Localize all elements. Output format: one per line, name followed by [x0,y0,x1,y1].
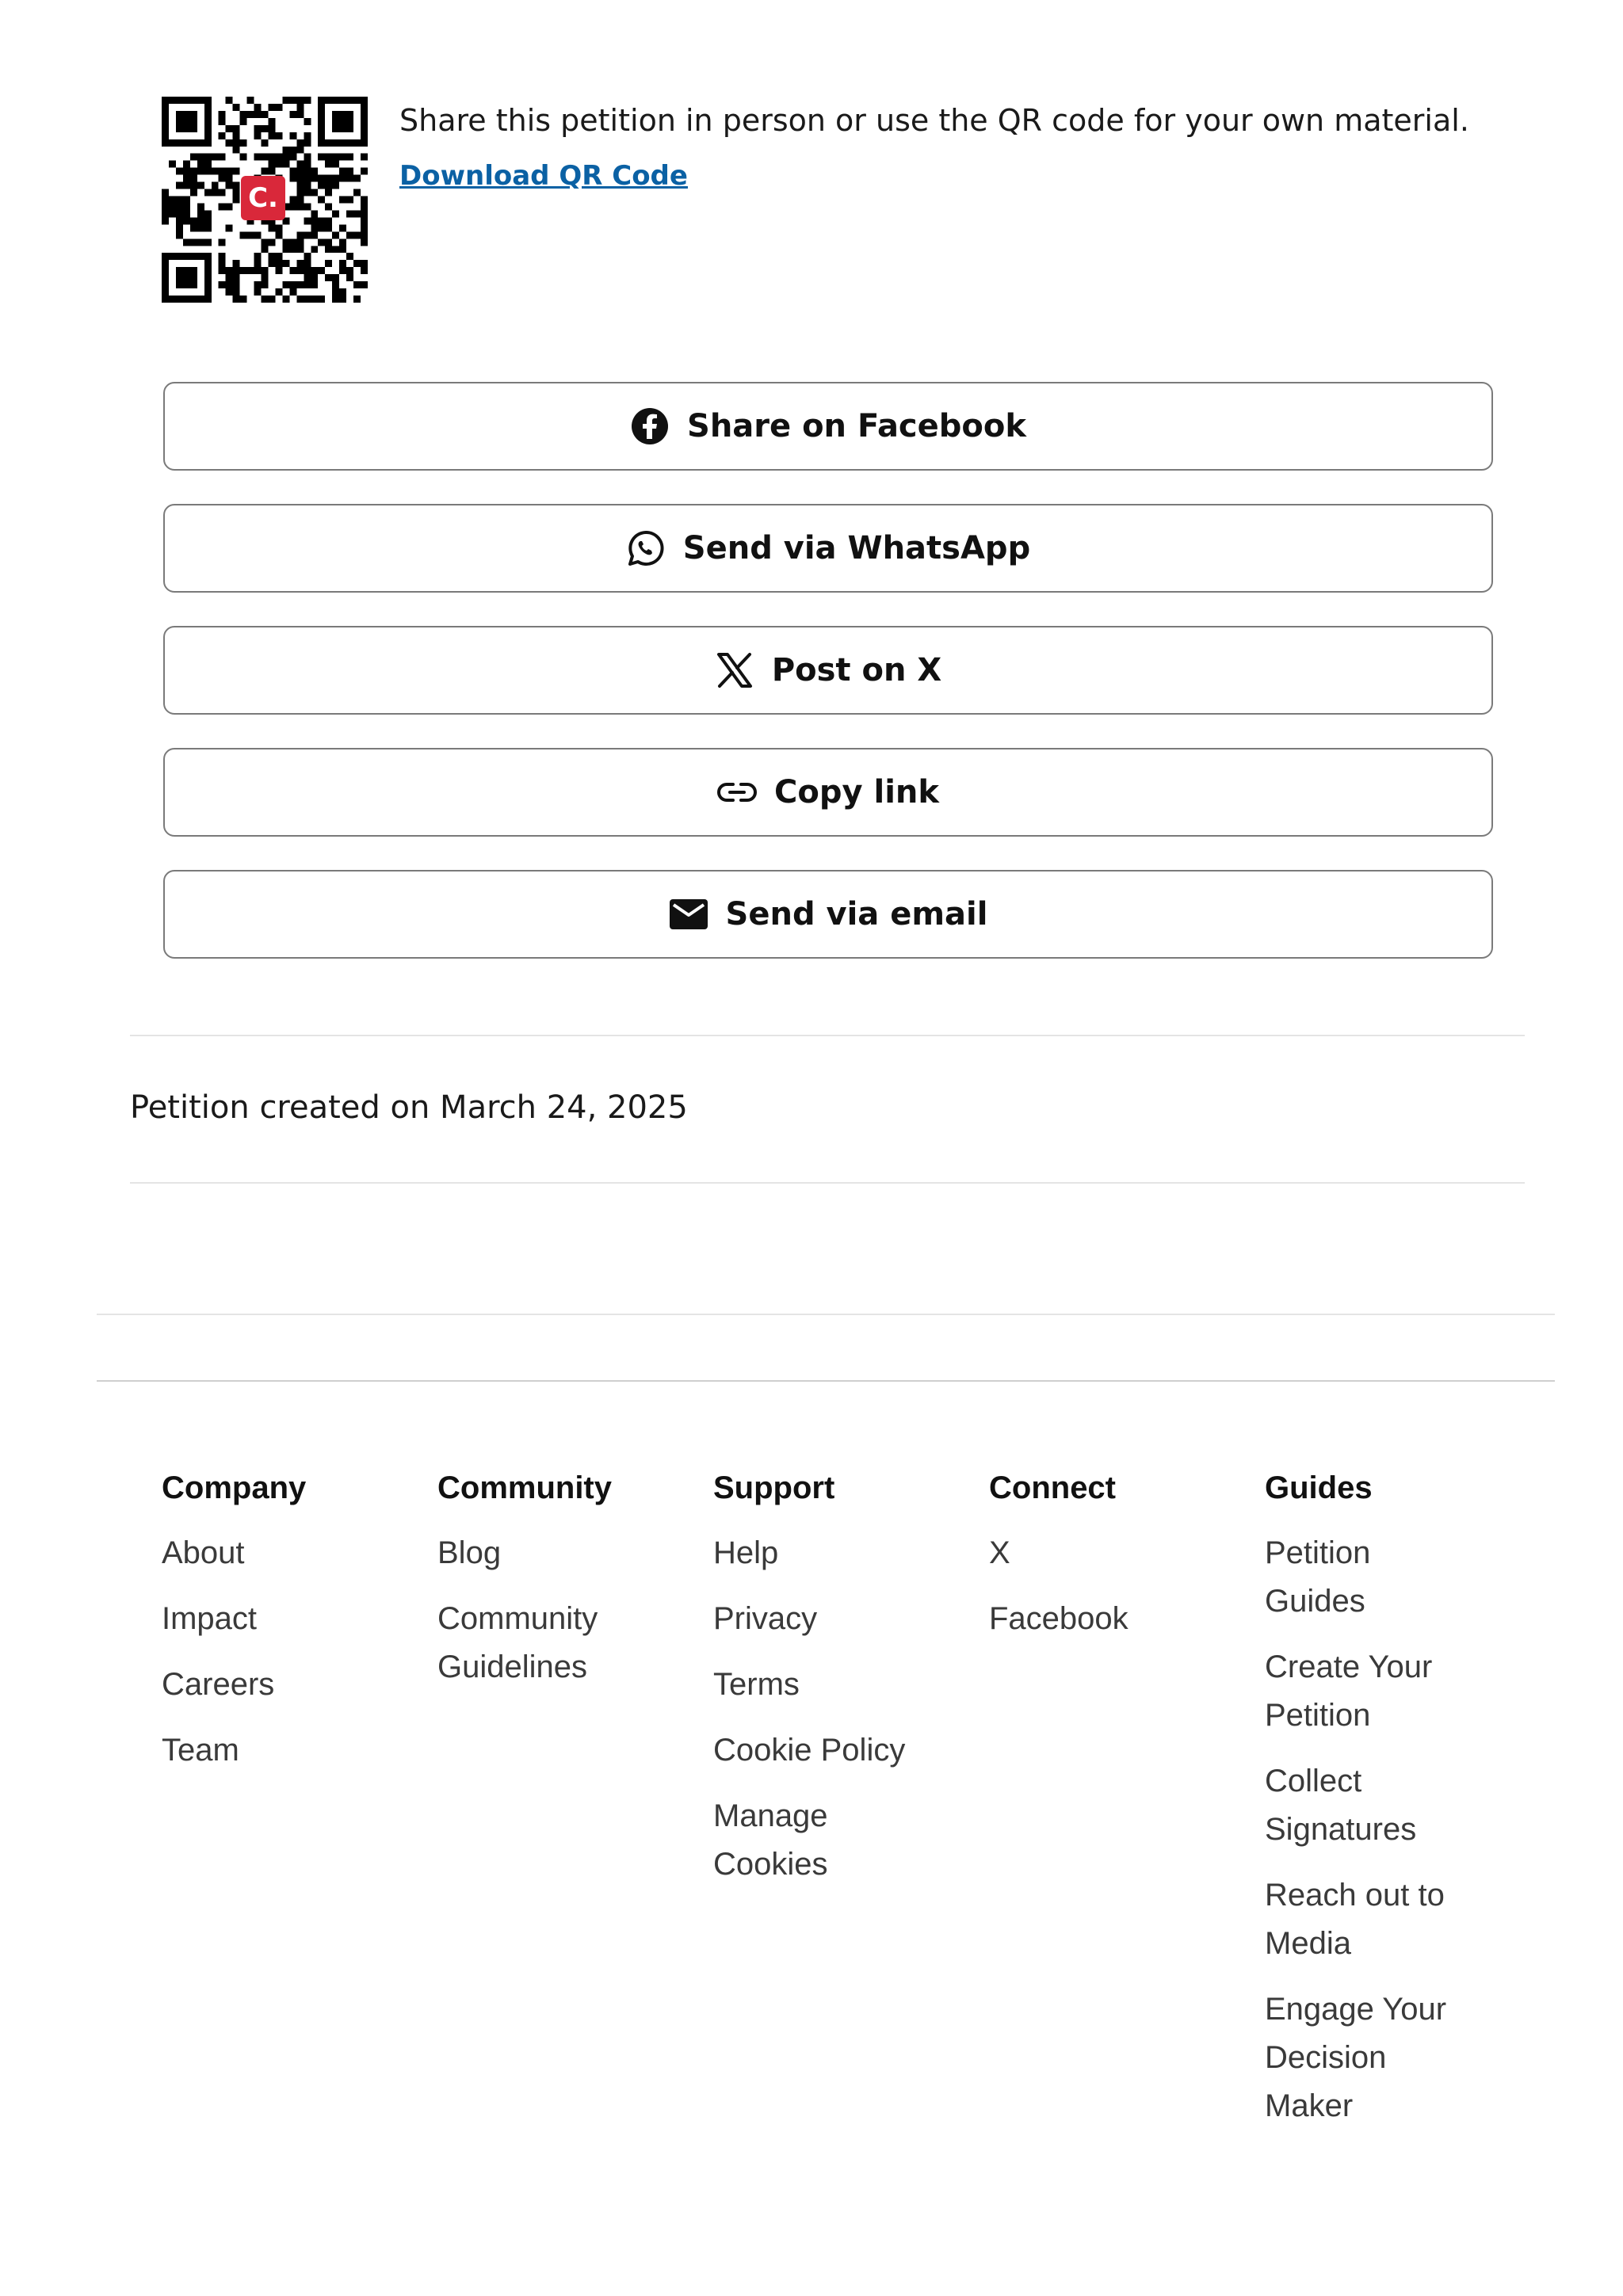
qr-text-block [399,97,1509,192]
send-email-button[interactable] [163,870,1493,959]
footer-link-privacy[interactable]: Privacy [713,1601,818,1636]
footer-link-collect-signatures[interactable]: Collect Signatures [1265,1764,1417,1847]
section-divider-top [130,1035,1525,1036]
footer-link-about[interactable]: About [162,1535,245,1570]
copy-link-label: Copy link [774,774,939,810]
footer-link-cookie-policy[interactable]: Cookie Policy [713,1733,906,1768]
footer-link-help[interactable]: Help [713,1535,779,1570]
share-buttons-list [163,382,1493,992]
download-qr-code-link[interactable]: Download QR Code [399,160,688,192]
footer-link-blog[interactable]: Blog [437,1535,502,1570]
petition-created-date: Petition created on March 24, 2025 [130,1089,688,1126]
footer-link-engage-decision-maker[interactable]: Engage Your Decision Maker [1265,1992,1447,2123]
send-whatsapp-button[interactable] [163,504,1493,593]
qr-code-image [162,97,368,303]
footer-heading-community: Community [437,1470,612,1505]
footer-heading-support: Support [713,1470,835,1505]
footer-column-community [437,1467,651,1709]
footer-link-terms[interactable]: Terms [713,1667,800,1702]
share-facebook-label: Share on Facebook [687,408,1026,444]
footer-link-facebook[interactable]: Facebook [989,1601,1128,1636]
link-icon [717,772,757,812]
footer-column-support [713,1467,951,1906]
facebook-icon [630,406,670,446]
footer-link-create-your-petition[interactable]: Create Your Petition [1265,1650,1433,1733]
qr-share-section [162,97,1493,303]
footer-heading-guides: Guides [1265,1470,1373,1505]
share-facebook-button[interactable] [163,382,1493,471]
footer-heading-connect: Connect [989,1470,1116,1505]
footer-column-connect [989,1467,1227,1661]
send-whatsapp-label: Send via WhatsApp [682,530,1031,566]
whatsapp-icon [626,528,666,568]
footer-link-impact[interactable]: Impact [162,1601,258,1636]
footer-link-careers[interactable]: Careers [162,1667,275,1702]
x-icon [715,650,754,690]
footer-divider [97,1380,1555,1382]
footer-link-team[interactable]: Team [162,1733,239,1768]
footer-column-company [162,1467,399,1792]
footer-heading-company: Company [162,1470,307,1505]
copy-link-button[interactable] [163,748,1493,837]
footer-link-community-guidelines[interactable]: Community Guidelines [437,1601,598,1684]
post-on-x-label: Post on X [771,652,942,688]
footer-link-petition-guides[interactable]: Petition Guides [1265,1535,1371,1619]
footer-link-reach-out-to-media[interactable]: Reach out to Media [1265,1878,1445,1961]
footer-column-guides [1265,1467,1495,2148]
qr-description: Share this petition in person or use the QR code for your own material. [399,103,1469,138]
post-on-x-button[interactable] [163,626,1493,715]
qr-logo-icon: C. [241,176,285,220]
send-email-label: Send via email [725,896,988,933]
email-icon [669,894,708,934]
footer-link-x[interactable]: X [989,1535,1010,1570]
page-divider [97,1314,1555,1315]
section-divider-bottom [130,1182,1525,1184]
footer-link-manage-cookies[interactable]: Manage Cookies [713,1798,828,1882]
